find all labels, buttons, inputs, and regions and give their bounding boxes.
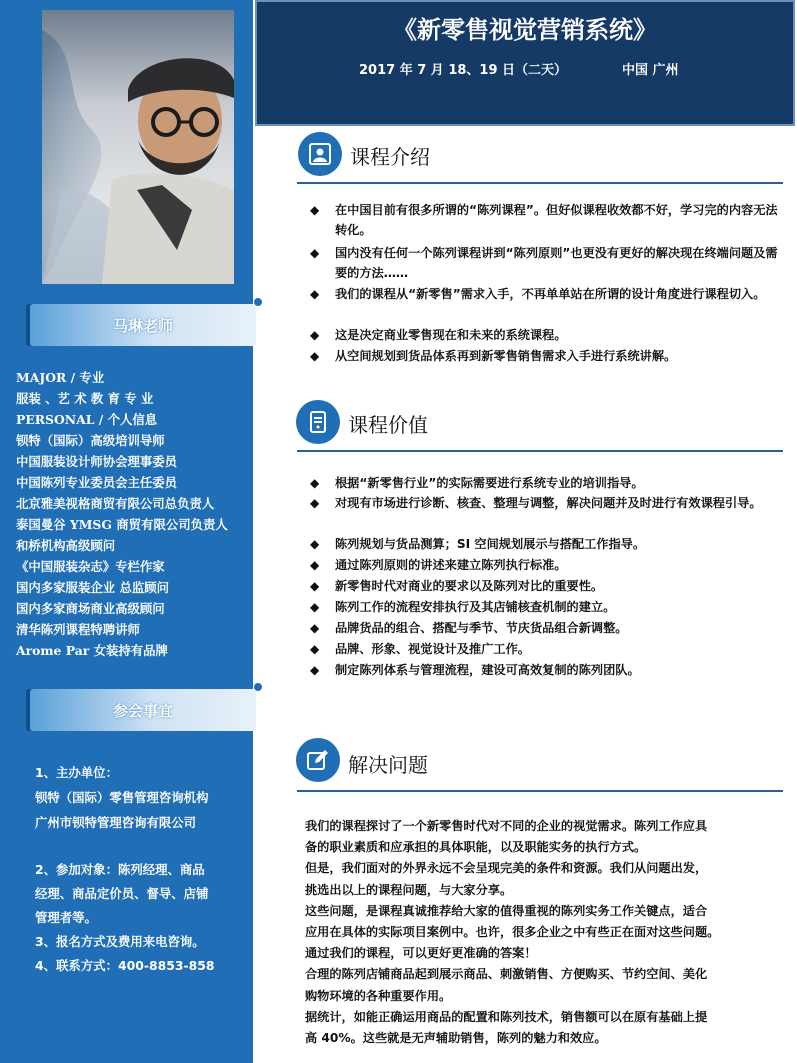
teacher-name: 马琳老师	[112, 317, 173, 335]
list-item: ◆ 从空间规划到货品体系再到新零售销售需求入手进行系统讲解。	[310, 346, 780, 366]
paragraph-line: 据统计，如能正确运用商品的配置和陈列技术，销售额可以在原有基础上提	[305, 1009, 708, 1024]
section-divider	[297, 450, 783, 452]
bio-line: MAJOR / 专业	[16, 370, 105, 385]
meeting-banner	[30, 689, 256, 731]
diamond-bullet-icon: ◆	[310, 328, 320, 342]
document-icon	[296, 400, 340, 444]
diamond-bullet-icon: ◆	[310, 349, 320, 363]
list-item: ◆ 根据“新零售行业”的实际需要进行系统专业的培训指导。	[310, 473, 780, 493]
paragraph-line: 我们的课程探讨了一个新零售时代对不同的企业的视觉需求。陈列工作应具	[305, 819, 708, 833]
diamond-bullet-icon: ◆	[310, 476, 320, 490]
portrait-icon	[298, 132, 342, 176]
diamond-bullet-icon: ◆	[310, 579, 320, 593]
section-title-solve: 解决问题	[348, 753, 428, 777]
bio-line: 北京雅美视格商贸有限公司总负责人	[16, 496, 215, 511]
list-item: ◆ 对现有市场进行诊断、核查、整理与调整，解决问题并及时进行有效课程引导。	[310, 493, 780, 513]
paragraph-line: 备的职业素质和应承担的具体职能，以及职能实务的执行方式。	[305, 840, 647, 855]
bio-line: 钡特（国际）高级培训导师	[16, 433, 165, 448]
list-item: ◆ 品牌货品的组合、搭配与季节、节庆货品组合新调整。	[310, 618, 780, 638]
paragraph-line: 购物环境的各种重要作用。	[305, 988, 452, 1003]
bio-line: 国内多家服装企业 总监顾问	[16, 580, 170, 595]
list-item: ◆ 陈列工作的流程安排执行及其店铺核查机制的建立。	[310, 597, 780, 617]
paragraph-line: 这些问题，是课程真诚推荐给大家的值得重视的陈列实务工作关键点，适合	[305, 903, 708, 918]
bio-line: 《中国服装杂志》专栏作家	[16, 559, 165, 574]
list-item: ◆ 品牌、形象、视觉设计及推广工作。	[310, 639, 780, 659]
meeting-line: 广州市钡特管理咨询有限公司	[35, 815, 197, 830]
teacher-portrait-image	[42, 10, 234, 284]
teacher-name-banner	[30, 304, 256, 346]
bio-line: Arome Par 女装持有品牌	[16, 643, 168, 658]
list-item: ◆ 我们的课程从“新零售”需求入手，不再单单站在所谓的设计角度进行课程切入。	[310, 284, 780, 304]
bio-line: 清华陈列课程特聘讲师	[16, 622, 140, 637]
teacher-photo	[42, 10, 234, 284]
section-title-value: 课程价值	[348, 413, 428, 437]
section-title-intro: 课程介绍	[350, 145, 430, 169]
diamond-bullet-icon: ◆	[310, 537, 320, 551]
bio-line: 泰国曼谷 YMSG 商贸有限公司负责人	[16, 517, 228, 532]
bio-line: 中国服装设计师协会理事委员	[16, 454, 178, 469]
edit-icon	[296, 738, 340, 782]
page-header	[255, 0, 795, 126]
diamond-bullet-icon: ◆	[310, 600, 320, 614]
list-item: ◆ 在中国目前有很多所谓的“陈列课程”。但好似课程收效都不好，学习完的内容无法转化。	[310, 200, 780, 240]
event-date: 2017 年 7 月 18、19 日（二天）	[359, 63, 568, 78]
meeting-line: 1、主办单位：	[35, 765, 118, 780]
section-divider	[297, 182, 783, 184]
event-location: 中国 广州	[622, 63, 679, 78]
paragraph-line: 通过我们的课程，可以更好更准确的答案！	[305, 946, 537, 961]
teacher-bio	[16, 367, 252, 661]
solve-paragraph	[305, 816, 775, 1049]
diamond-bullet-icon: ◆	[310, 663, 320, 677]
meeting-line: 经理、商品定价员、督导、店铺	[35, 886, 209, 901]
left-sidebar	[0, 0, 253, 1063]
meeting-heading: 参会事宜	[112, 702, 173, 720]
diamond-bullet-icon: ◆	[310, 642, 320, 656]
meeting-line: 钡特（国际）零售管理咨询机构	[35, 790, 209, 805]
meeting-line: 3、报名方式及费用来电咨询。	[35, 934, 205, 949]
bio-line: 中国陈列专业委员会主任委员	[16, 475, 178, 490]
diamond-bullet-icon: ◆	[310, 246, 320, 260]
list-item: ◆ 国内没有任何一个陈列课程讲到“陈列原则”也更没有更好的解决现在终端问题及需要的方法……	[310, 243, 780, 283]
diamond-bullet-icon: ◆	[310, 203, 320, 217]
bio-line: 服装 、艺 术 教 育 专 业	[16, 391, 154, 406]
bio-line: 和桥机构高级顾问	[16, 538, 116, 553]
meeting-line: 4、联系方式：400-8853-858	[35, 958, 215, 973]
paragraph-line: 高 40%。这些就是无声辅助销售，陈列的魅力和效应。	[305, 1030, 607, 1045]
meeting-line: 管理者等。	[35, 910, 97, 925]
paragraph-line: 应用在具体的实际项目案例中。也许，很多企业之中有些正在面对这些问题。	[305, 924, 720, 939]
diamond-bullet-icon: ◆	[310, 287, 320, 301]
diamond-bullet-icon: ◆	[310, 496, 320, 510]
paragraph-line: 挑选出以上的课程问题，与大家分享。	[305, 882, 513, 897]
bio-line: PERSONAL / 个人信息	[16, 412, 158, 427]
list-item: ◆ 通过陈列原则的讲述来建立陈列执行标准。	[310, 555, 780, 575]
section-divider	[297, 790, 783, 792]
diamond-bullet-icon: ◆	[310, 621, 320, 635]
paragraph-line: 但是，我们面对的外界永远不会呈现完美的条件和资源。我们从问题出发，	[305, 861, 708, 876]
page-title: 《新零售视觉营销系统》	[393, 16, 657, 44]
meeting-line: 2、参加对象：陈列经理、商品	[35, 862, 205, 877]
list-item: ◆ 新零售时代对商业的要求以及陈列对比的重要性。	[310, 576, 780, 596]
list-item: ◆ 陈列规划与货品测算；SI 空间规划展示与搭配工作指导。	[310, 534, 780, 554]
list-item: ◆ 这是决定商业零售现在和未来的系统课程。	[310, 325, 780, 345]
list-item: ◆ 制定陈列体系与管理流程，建设可高效复制的陈列团队。	[310, 660, 780, 680]
bio-line: 国内多家商场商业高级顾问	[16, 601, 165, 616]
paragraph-line: 合理的陈列店铺商品起到展示商品、刺激销售、方便购买、节约空间、美化	[305, 967, 708, 982]
diamond-bullet-icon: ◆	[310, 558, 320, 572]
